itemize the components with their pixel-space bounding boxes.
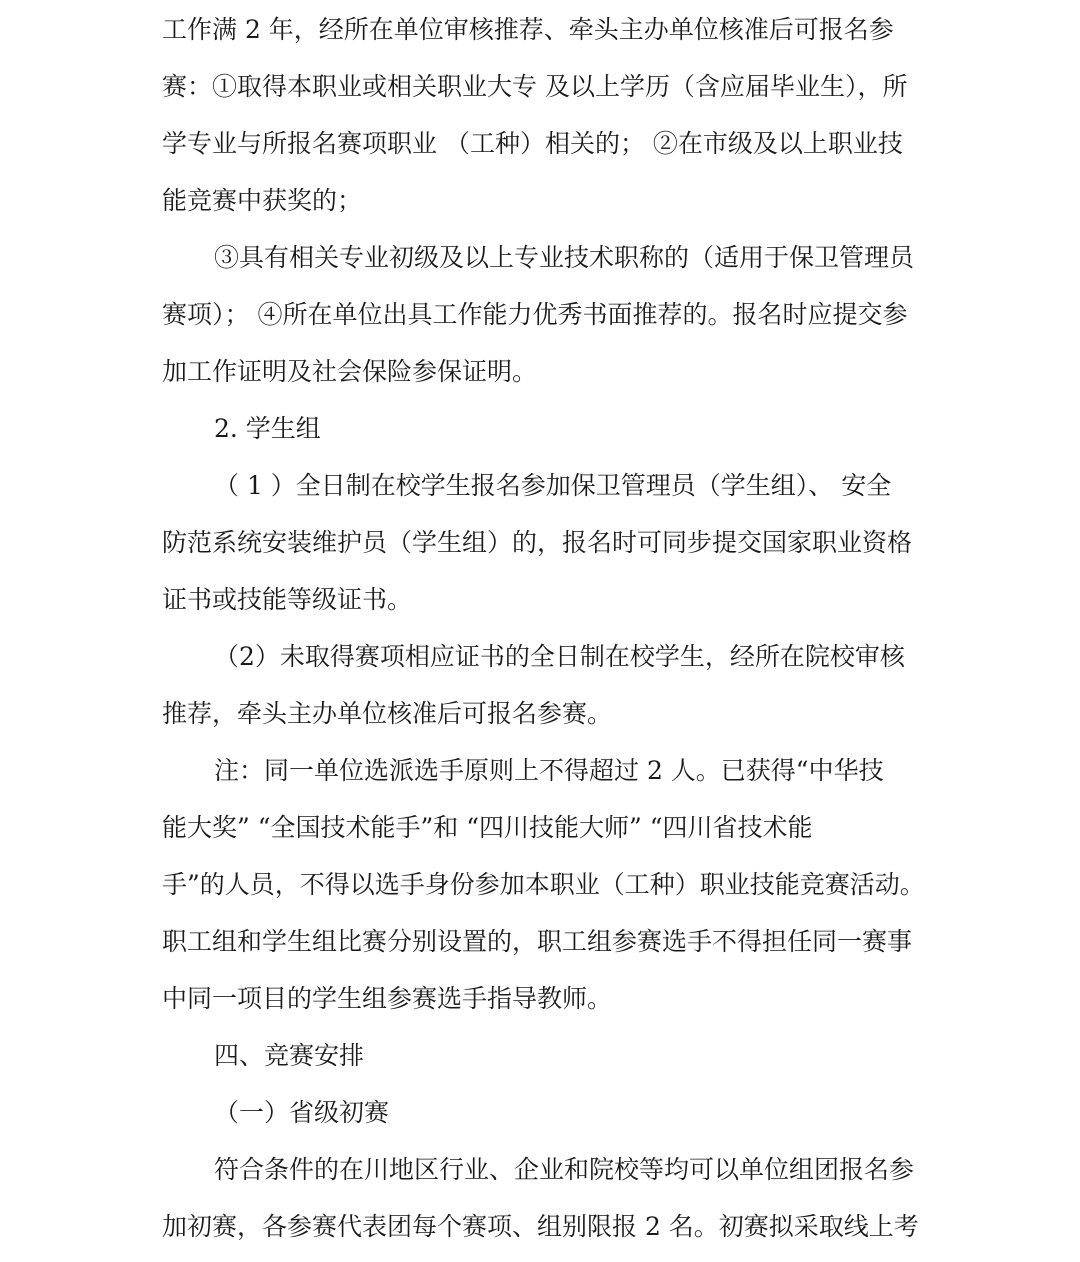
body-text-line: 学专业与所报名赛项职业 （工种）相关的； ②在市级及以上职业技 (162, 129, 903, 158)
section-heading: 四、竞赛安排 (214, 1041, 365, 1070)
body-text-line: 符合条件的在川地区行业、企业和院校等均可以单位组团报名参 (214, 1155, 915, 1184)
body-text-line: （ 1 ）全日制在校学生报名参加保卫管理员（学生组）、 安全 (214, 471, 892, 500)
body-text-line: （2）未取得赛项相应证书的全日制在校学生，经所在院校审核 (214, 642, 905, 671)
body-text-line: 防范系统安装维护员（学生组）的，报名时可同步提交国家职业资格 (162, 528, 913, 557)
note-text-line: 职工组和学生组比赛分别设置的，职工组参赛选手不得担任同一赛事 (162, 927, 913, 956)
subsection-heading: （一）省级初赛 (214, 1098, 390, 1127)
section-heading: 2. 学生组 (214, 414, 321, 443)
note-text-line: 注：同一单位选派选手原则上不得超过 2 人。已获得“中华技 (214, 756, 884, 785)
body-text-line: 能竞赛中获奖的； (162, 186, 363, 215)
body-text-line: 赛：①取得本职业或相关职业大专 及以上学历（含应届毕业生），所 (162, 72, 908, 101)
body-text-line: 加初赛，各参赛代表团每个赛项、组别限报 2 名。初赛拟采取线上考 (162, 1212, 919, 1241)
body-text-line: ③具有相关专业初级及以上专业技术职称的（适用于保卫管理员 (214, 243, 915, 272)
body-text-line: 工作满 2 年，经所在单位审核推荐、牵头主办单位核准后可报名参 (162, 15, 894, 44)
body-text-line: 推荐，牵头主办单位核准后可报名参赛。 (162, 699, 613, 728)
body-text-line: 加工作证明及社会保险参保证明。 (162, 357, 538, 386)
note-text-line: 中同一项目的学生组参赛选手指导教师。 (162, 984, 613, 1013)
body-text-line: 赛项）； ④所在单位出具工作能力优秀书面推荐的。报名时应提交参 (162, 300, 908, 329)
note-text-line: 能大奖” “全国技术能手”和 “四川技能大师” “四川省技术能 (162, 813, 813, 842)
body-text-line: 证书或技能等级证书。 (162, 585, 413, 614)
note-text-line: 手”的人员，不得以选手身份参加本职业（工种）职业技能竞赛活动。 (162, 870, 925, 899)
